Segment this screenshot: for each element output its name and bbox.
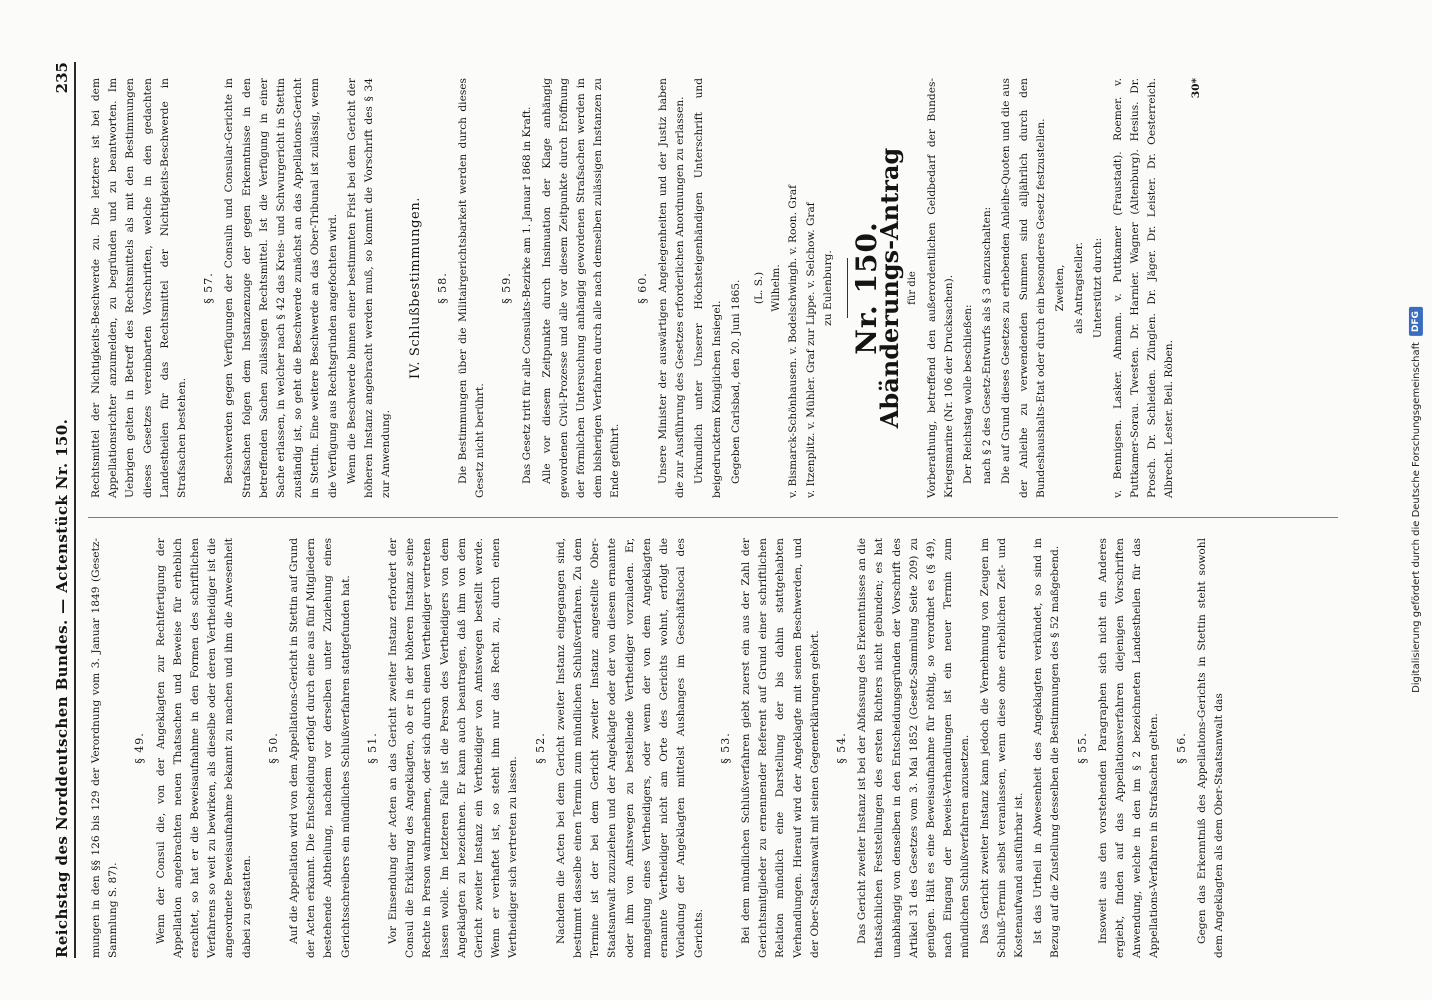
- paragraph: Wenn der Consul die, von der Angeklagten zur Rechtfertigung der Appellation angebrachten neuen Thatsachen und Beweise für erheblich erachtet, so hat er die Beweisaufnahme in den Formen des schriftlichen Verfahrens so weit zu bewirken, als dieselbe oder deren Vertheidiger ist die angeordnete Beweisaufnahme bekannt zu machen und ihm die Anwesenheit dabei zu gestatten.: [154, 538, 253, 958]
- document-title: Abänderungs-Antrag: [875, 147, 905, 429]
- column-divider: [88, 517, 1338, 518]
- section-heading: § 50.: [266, 732, 280, 764]
- supporters-list: v. Bennigsen. Lasker. Ahmann. v. Puttkamer (Fraustadt). Roemer. v. Puttkamer-Sorau. Twesten. Dr. Harnier. Wagner (Altenburg). Hesius. Dr. Prosch. Dr. Schleiden. Zünglen. Dr. Jäger. Dr. Leister. Dr. Oesterreich. Albrecht. Lester. Beil. Röben.: [1111, 78, 1176, 498]
- section-heading: § 57.: [202, 272, 216, 304]
- subject-paragraph: Vorberathung, betreffend den außerordentlichen Geldbedarf der Bundes-Kriegsmarine (Nr. 106 der Drucksachen).: [925, 78, 955, 498]
- left-column: [88, 538, 1230, 958]
- section-heading: § 53.: [718, 732, 732, 764]
- applicant-name: Zweiten,: [1053, 264, 1066, 312]
- dfg-logo: DFG: [1409, 307, 1423, 336]
- digitization-credit: [1400, 0, 1432, 1000]
- signature-block: [751, 78, 837, 498]
- paragraph: Alle vor diesem Zeitpunkte durch Insinuation der Klage anhängig gewordenen Civil-Prozesse und alle vor diesem Zeitpunkte durch Eröffnung der förmlichen Untersuchung anhängig gewordenen Strafsachen werden in dem bisherigen Verfahren durch alle nach demselben zulässigen Instanzen zu Ende geführt.: [540, 78, 622, 498]
- section-heading: § 49.: [133, 732, 147, 764]
- page-content: [52, 62, 1424, 958]
- paragraph: mungen in den §§ 126 bis 129 der Verordnung vom 3. Januar 1849 (Gesetz-Sammlung S. 87).: [90, 538, 120, 958]
- section-heading: § 58.: [435, 272, 449, 304]
- page-number: 235: [53, 62, 71, 94]
- paragraph: Das Gericht zweiter Instanz ist bei der Abfassung des Erkenntnisses an die thatsächlichen Feststellungen des ersten Richters nicht gebunden; es hat unabhängig von denselben in den Entscheidungsgründen der Vorschrift des Artikel 31 des Gesetzes vom 3. Mai 1852 (Gesetz-Sammlung Seite 209) zu genügen. Hält es eine Beweisaufnahme für nöthig, so verordnet es (§ 49), nach Eingang der Beweis-Verhandlungen ist ein neuer Termin zum mündlichen Schlußverfahren anzusetzen.: [856, 538, 972, 958]
- signature-mark: 30*: [1190, 78, 1203, 99]
- part-heading: IV. Schlußbestimmungen.: [408, 196, 424, 380]
- paragraph: Die Bestimmungen über die Militairgerichtsbarkeit werden durch dieses Gesetz nicht berührt.: [456, 78, 487, 498]
- right-column: [88, 78, 1206, 498]
- paragraph: Beschwerden gegen Verfügungen der Consuln und Consular-Gerichte in Strafsachen folgen dem Instanzenzuge der gegen Erkenntnisse in den betreffenden Sachen zulässigen Rechtsmittel. Ist die Verfügung in einer Sache erlassen, in welcher nach § 42 das Kreis- und Schwurgericht in Stettin zuständig ist, so geht die Beschwerde zunächst an das Appellations-Gericht in Stettin. Eine weitere Beschwerde an das Ober-Tribunal ist zulässig, wenn die Verfügung aus Rechtsgründen angefochten wird.: [223, 78, 339, 498]
- paragraph: Das Gesetz tritt für alle Consulats-Bezirke am 1. Januar 1868 in Kraft.: [521, 106, 534, 484]
- section-heading: § 54.: [834, 732, 848, 764]
- paragraph: Urkundlich unter Unserer Höchsteigenhändigen Unterschrift und beigedrucktem Königlichen Insiegel.: [693, 78, 723, 498]
- ministers-line: v. Bismarck-Schönhausen. v. Bodelschwingh. v. Roon. Graf: [787, 184, 800, 498]
- applicant-role: als Antragsteller.: [1073, 242, 1086, 334]
- ministers-line: zu Eulenburg.: [821, 250, 834, 326]
- credit-text: Digitalisierung gefördert durch die Deutsche Forschungsgemeinschaft: [1410, 342, 1422, 693]
- paragraph: Wenn die Beschwerde binnen einer bestimmten Frist bei dem Gericht der höheren Instanz angebracht werden muß, so kommt die Vorschrift des § 34 zur Anwendung.: [345, 78, 393, 498]
- rotated-page: [52, 0, 1225, 958]
- paragraph: Vor Einsendung der Acten an das Gericht zweiter Instanz erfordert der Consul die Erklärung des Angeklagten, ob er in der höheren Instanz seine Rechte in Person wahrnehmen, oder sich durch einen Vertheidiger vertreten lassen wolle. Im letzteren Falle ist die Person des Vertheidigers von dem Angeklagten zu bezeichnen. Er kann auch beantragen, daß ihm von dem Gericht zweiter Instanz ein Vertheidiger von Amtswegen bestellt werde. Wenn er verhaftet ist, so steht ihm nur das Recht zu, durch einen Vertheidiger sich vertreten zu lassen.: [387, 538, 520, 958]
- motion-intro: Der Reichstag wolle beschließen:: [961, 304, 974, 484]
- signer-name: Wilhelm.: [770, 264, 783, 312]
- header-title: Reichstag des Norddeutschen Bundes. — Actenstück Nr. 150.: [53, 418, 71, 958]
- section-heading: § 55.: [1075, 732, 1089, 764]
- ministers-line: v. Itzenplitz. v. Mühler. Graf zur Lippe. v. Selchow. Graf: [804, 202, 817, 498]
- paragraph: Nachdem die Acten bei dem Gericht zweiter Instanz eingegangen sind, bestimmt dasselbe einen Termin zum mündlichen Schlußverfahren. Zu dem Termine ist der bei dem Gericht zweiter Instanz angestellte Ober-Staatsanwalt zuzuziehen und der Angeklagte oder der von diesem ernannte oder ihm von Amtswegen zu bestellende Vertheidiger vorzuladen. Er, mangelung eines Vertheidigers, oder wenn der von dem Angeklagten ernannte Vertheidiger nicht am Orte des Gerichts wohnt, erfolgt die Vorladung der Angeklagten mittelst Aushanges im Geschäftslocal des Gerichts.: [554, 538, 705, 958]
- paragraph: Bei dem mündlichen Schlußverfahren giebt zuerst ein aus der Zahl der Gerichtsmitglieder zu ernennender Referent auf Grund einer schriftlichen Relation mündlich eine Darstellung der bis dahin stattgehabten Verhandlungen. Hierauf wird der Angeklagte mit seinen Beschwerden, und der Ober-Staatsanwalt mit seinen Gegenerklärungen gehört.: [739, 538, 821, 958]
- paragraph: Unsere Minister der auswärtigen Angelegenheiten und der Justiz haben die zur Ausführung des Gesetzes erforderlichen Anordnungen zu erlassen.: [656, 78, 687, 498]
- section-heading: § 59.: [500, 272, 514, 304]
- section-separator: [847, 258, 848, 318]
- paragraph: Insoweit aus den vorstehenden Paragraphen sich nicht ein Anderes ergiebt, finden auf das Appellationsverfahren diejenigen Vorschriften Anwendung, welche in den im § 2 bezeichneten Landestheilen für das Appellations-Verfahren in Strafsachen gelten.: [1096, 538, 1161, 958]
- title-connector: für die: [907, 271, 919, 305]
- section-heading: § 56.: [1174, 732, 1188, 764]
- paragraph: Gegen das Erkenntniß des Appellations-Gerichts in Stettin steht sowohl dem Angeklagten als dem Ober-Staatsanwalt das: [1195, 538, 1225, 958]
- paragraph: Auf die Appellation wird von dem Appellations-Gericht in Stettin auf Grund der Acten erkannt. Die Entscheidung erfolgt durch eine aus fünf Mitgliedern bestehende Abtheilung, nachdem vor derselben unter Zuziehung eines Gerichtsschreibers ein mündliches Schlußverfahren stattgefunden hat.: [288, 538, 352, 958]
- date-line: Gegeben Carlsbad, den 20. Juni 1865.: [729, 279, 742, 484]
- section-heading: § 52.: [533, 732, 547, 764]
- seal-mark: (L. S.): [752, 271, 765, 305]
- document-number: Nr. 150.: [849, 221, 883, 355]
- paragraph: Ist das Urtheil in Abwesenheit des Angeklagten verkündet, so sind in Bezug auf die Zustellung desselben die Bestimmungen des § 52 maßgebend.: [1032, 538, 1062, 958]
- motion-quote: Die auf Grund dieses Gesetzes zu erhebenden Anleihe-Quoten und die aus der Anleihe zu verwendenden Summen sind alljährlich durch den Bundeshaushalts-Etat oder durch ein besonderes Gesetz festzustellen.: [1000, 78, 1047, 498]
- motion-text: nach § 2 des Gesetz-Entwurfs als § 3 einzuschalten:: [981, 206, 994, 484]
- section-heading: § 60.: [635, 272, 649, 304]
- digitization-credit-inner: [1409, 307, 1423, 693]
- paragraph: Das Gericht zweiter Instanz kann jedoch die Vernehmung von Zeugen im Schluß-Termin selbst veranlassen, wenn diese ohne erheblichen Zeit- und Kostenaufwand ausführbar ist.: [978, 538, 1025, 958]
- running-header: [52, 62, 76, 958]
- paragraph: Rechtsmittel der Nichtigkeits-Beschwerde zu. Die letztere ist bei dem Appellationsrichter anzumelden, zu begründen und zu beantworten. Im Uebrigen gelten in Betreff des Rechtsmittels als mit den Bestimmungen dieses Gesetzes vereinbarten Vorschriften, welche in den gedachten Landestheilen für das Rechtsmittel der Nichtigkeits-Beschwerde in Strafsachen bestehen.: [90, 78, 189, 498]
- section-heading: § 51.: [365, 732, 379, 764]
- supported-by-label: Unterstützt durch:: [1092, 237, 1105, 339]
